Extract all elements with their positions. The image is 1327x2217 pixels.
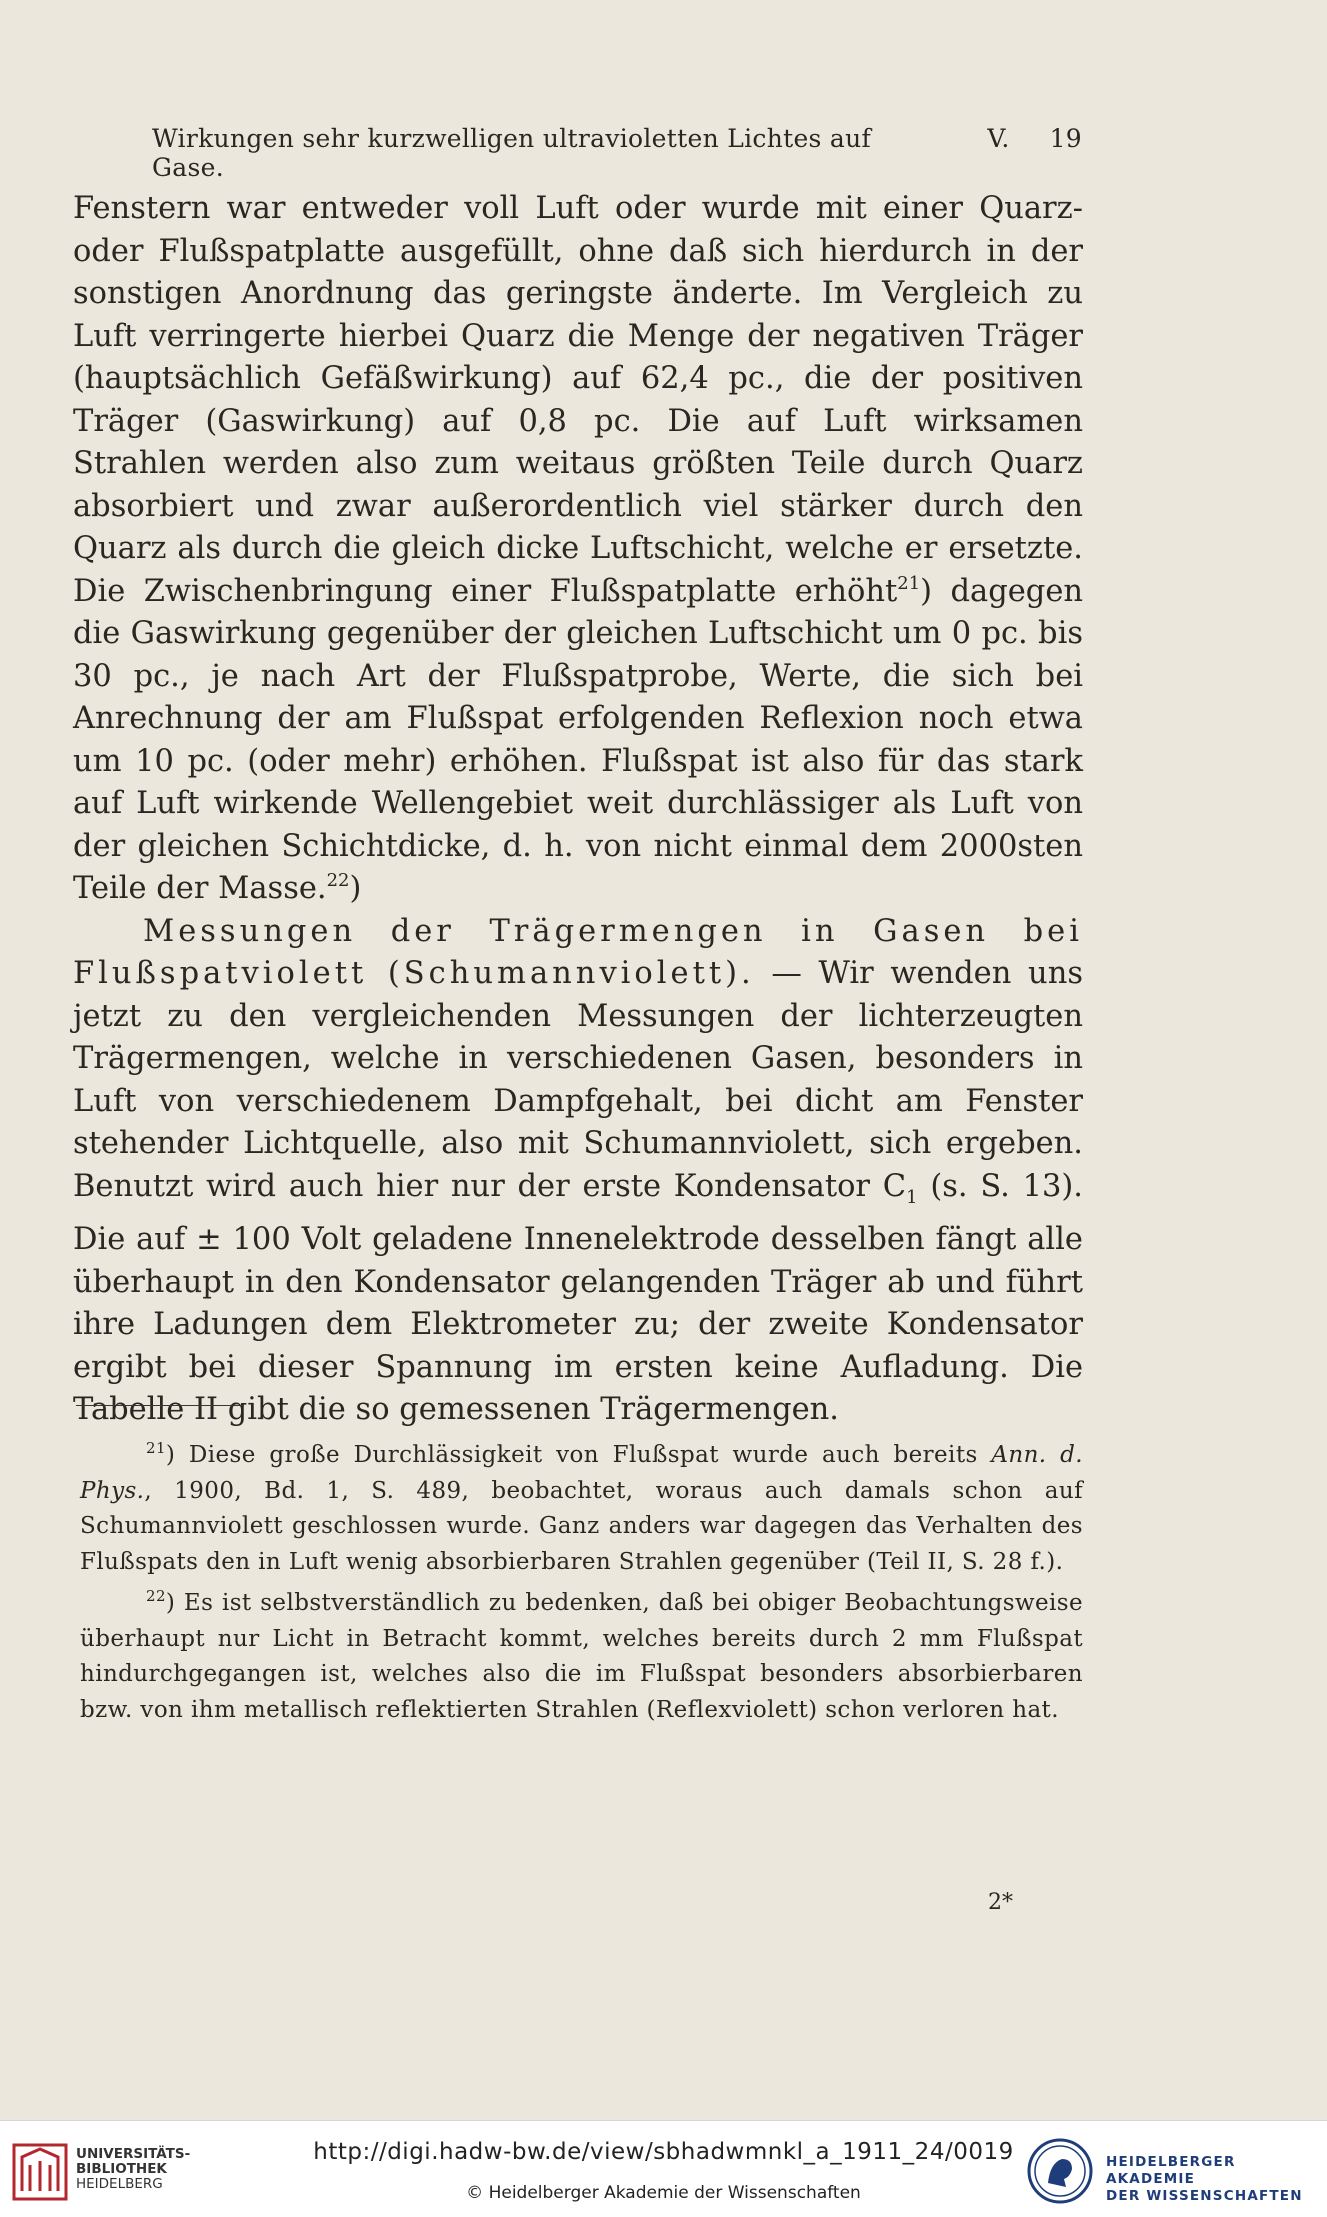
- academy-line: DER WISSENSCHAFTEN: [1106, 2188, 1303, 2204]
- running-title: Wirkungen sehr kurzwelligen ultravioletten Lichtes auf Gase.: [152, 124, 872, 182]
- volume-number: V.: [987, 124, 1010, 153]
- text-run: ): [349, 871, 362, 906]
- footnotes: [80, 1438, 1083, 1734]
- paragraph-1: [73, 188, 1083, 911]
- section-heading-spaced: Messungen der Trägermengen in Gasen bei Flußspatviolett (Schumannviolett).: [73, 913, 1083, 991]
- academy-name: [1106, 2154, 1327, 2205]
- library-line: UNIVERSITÄTS-: [76, 2146, 191, 2162]
- copyright-notice: © Heidelberger Akademie der Wissenschaften: [466, 2183, 861, 2203]
- page-number: 19: [1049, 124, 1082, 153]
- subscript-index: 1: [906, 1186, 918, 1208]
- text-run: , 1900, Bd. 1, S. 489, beobachtet, woraus auch damals schon auf Schumannviolett geschlossen wurde. Ganz anders war dagegen das Verhalten des Flußspats den in Luft wenig absorbierbaren Strahlen gegenüber (Teil II, S. 28 f.).: [80, 1477, 1083, 1575]
- academy-line: HEIDELBERGER AKADEMIE: [1106, 2154, 1236, 2187]
- footnote-ref-21: 21: [897, 572, 921, 594]
- paragraph-2: [73, 911, 1083, 1432]
- library-line: BIBLIOTHEK: [76, 2161, 167, 2177]
- text-run: — Wir wenden uns jetzt zu den vergleichenden Messungen der lichterzeugten Trägermengen, welche in verschiedenen Gasen, besonders in Luft von verschiedenem Dampfgehalt, bei dicht am Fenster stehender Lichtquelle, also mit Schumannviolett, sich ergeben. Benutzt wird auch hier nur der erste Kondensator C: [73, 956, 1083, 1204]
- academy-seal-icon: [1026, 2137, 1094, 2205]
- library-line: HEIDELBERG: [76, 2176, 163, 2192]
- running-header: [152, 124, 1082, 182]
- main-text: [73, 188, 1083, 1432]
- text-run: Fenstern war entweder voll Luft oder wurde mit einer Quarz- oder Flußspatplatte ausgefüllt, ohne daß sich hierdurch in der sonstigen Anordnung das geringste änderte. Im Vergleich zu Luft verringerte hierbei Quarz die Menge der negativen Träger (hauptsächlich Gefäßwirkung) auf 62,4 pc., die der positiven Träger (Gaswirkung) auf 0,8 pc. Die auf Luft wirksamen Strahlen werden also zum weitaus größten Teile durch Quarz absorbiert und zwar außerordentlich viel stärker durch den Quarz als durch die gleich dicke Luftschicht, welche er ersetzte. Die Zwischenbringung einer Flußspatplatte erhöht: [73, 191, 1083, 609]
- permalink[interactable]: http://digi.hadw-bw.de/view/sbhadwmnkl_a_1911_24/0019: [313, 2139, 1014, 2165]
- text-run: ) Diese große Durchlässigkeit von Flußspat wurde auch bereits: [165, 1442, 992, 1468]
- footnote-ref-22: 22: [326, 870, 350, 891]
- signature-mark: 2*: [988, 1890, 1013, 1915]
- footnote-divider: [76, 1405, 244, 1406]
- viewer-footer: [0, 2120, 1327, 2217]
- text-run: ) Es ist selbstverständlich zu bedenken, daß bei obiger Beobachtungsweise überhaupt nur Licht in Betracht kommt, welches bereits durch 2 mm Flußspat hindurchgegangen ist, welches also die im Flußspat besonders absorbierbaren bzw. von ihm metallisch reflektierten Strahlen (Reflexviolett) schon verloren hat.: [80, 1590, 1083, 1723]
- text-run: (s. S. 13). Die auf ± 100 Volt geladene Innenelektrode desselben fängt alle überhaupt in den Kondensator gelangenden Träger ab und führt ihre Ladungen dem Elektrometer zu; der zweite Kondensator ergibt bei dieser Spannung im ersten keine Aufladung. Die Tabelle II gibt die so gemessenen Trägermengen.: [73, 1168, 1083, 1428]
- footnote-number: 22: [146, 1587, 166, 1605]
- journal-citation: Ann. d. Phys.: [80, 1442, 1083, 1504]
- footnote-21: [80, 1438, 1083, 1580]
- text-run: ) dagegen die Gaswirkung gegenüber der gleichen Luftschicht um 0 pc. bis 30 pc., je nach Art der Flußspatprobe, Werte, die sich bei Anrechnung der am Flußspat erfolgenden Reflexion noch etwa um 10 pc. (oder mehr) erhöhen. Flußspat ist also für das stark auf Luft wirkende Wellengebiet weit durchlässiger als Luft von der gleichen Schichtdicke, d. h. von nicht einmal dem 2000sten Teile der Masse.: [73, 573, 1084, 906]
- footnote-22: [80, 1586, 1083, 1728]
- footnote-number: 21: [146, 1439, 166, 1457]
